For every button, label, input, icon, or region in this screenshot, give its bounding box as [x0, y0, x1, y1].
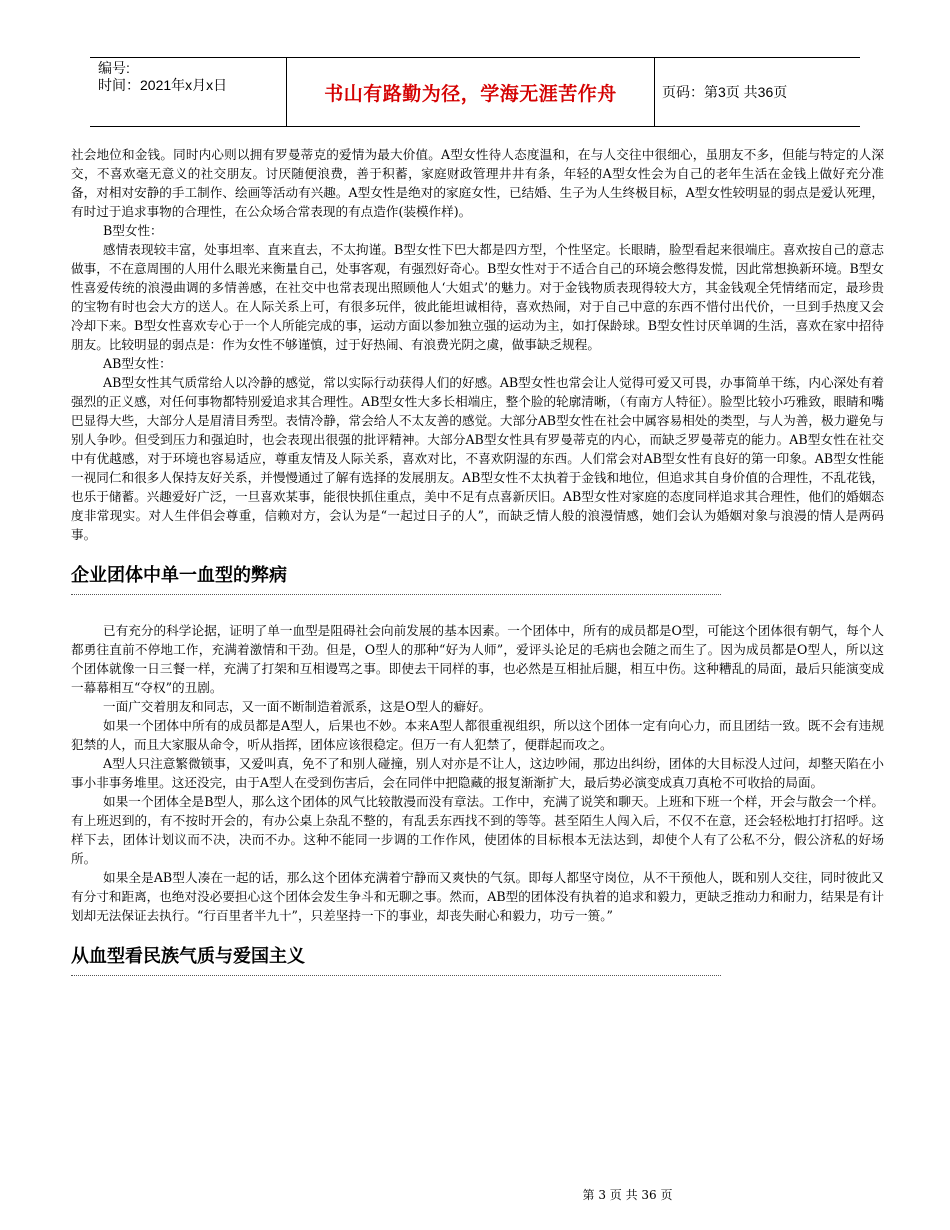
paragraph-b-type-female: 感情表现较丰富，处事坦率、直来直去，不太拘谨。B型女性下巴大都是四方型，个性坚定。长眼睛，脸型看起来很端庄。喜欢按自己的意志做事，不在意周围的人用什么眼光来衡量自己，处事客观，有强烈好奇心。B型女性对于不适合自己的环境会憋得发慌，因此常想换新环境。B型女性喜爱传统的浪漫曲调的多情善感，在社交中也常表现出照顾他人‘大姐式’的魅力。对于金钱物质表现得较大方，其金钱观全凭情绪而定，最珍贵的宝物有时也会大方的送人。在人际关系上可，有很多玩伴，彼此能坦诚相待，喜欢热闹，对于自己中意的东西不惜付出代价，一旦到手热度又会冷却下来。B型女性喜欢专心于一个人所能完成的事，运动方面以参加独立强的运动为主，如打保龄球。B型女性讨厌单调的生活，喜欢在家中招待朋友。比较明显的弱点是：作为女性不够谨慎，过于好热闹、有浪费光阴之虞，做事缺乏规程。: [71, 242, 884, 352]
header-motto: 书山有路勤为径，学海无涯苦作舟: [286, 58, 655, 126]
section-divider: [71, 975, 721, 976]
paragraph-section1: 如果一个团体中所有的成员都是A型人，后果也不妙。本来A型人都很重视组织，所以这个团体一定有向心力，而且团结一致。既不会有违规犯禁的人，而且大家服从命令，听从指挥，团体应该很稳定。但万一有人犯禁了，便群起而攻之。: [71, 718, 884, 752]
section-single-blood-type-body: [71, 621, 884, 925]
page-header: [90, 57, 860, 127]
section-heading-national-temperament: 从血型看民族气质与爱国主义: [71, 946, 305, 967]
paragraph-section1: 如果全是AB型人凑在一起的话，那么这个团体充满着宁静而又爽快的气氛。即每人都坚守岗位，从不干预他人，既和别人交往，同时彼此又有分寸和距离，也绝对没必要担心这个团体会发生争斗和无聊之事。然而，AB型的团体没有执着的追求和毅力，更缺乏推动力和耐力，结果是有计划却无法保证去执行。“行百里者半九十”，只差坚持一下的事业，却丧失耐心和毅力，功亏一篑。”: [71, 870, 884, 923]
section-divider: [71, 594, 721, 595]
paragraph-section1: 如果一个团体全是B型人，那么这个团体的风气比较散漫而没有章法。工作中，充满了说笑和聊天。上班和下班一个样，开会与散会一个样。有上班迟到的，有不按时开会的，有办公桌上杂乱不整的，有乱丢东西找不到的等等。甚至陌生人闯入后，不仅不在意，还会轻松地打打招呼。这样下去，团体计划议而不决，决而不办。这种不能同一步调的工作作风，使团体的目标根本无法达到，却使个人有了公私不分，假公济私的好场所。: [71, 794, 884, 866]
paragraph-section1: 已有充分的科学论据，证明了单一血型是阻碍社会向前发展的基本因素。一个团体中，所有的成员都是O型，可能这个团体很有朝气，每个人都勇往直前不停地工作，充满着激情和干劲。但是，O型人的那种“好为人师”，爱评头论足的毛病也会随之而生了。因为成员都是O型人，所以这个团体就像一日三餐一样，充满了打架和互相谩骂之事。即使去干同样的事，也必然是互相扯后腿，相互中伤。这种糟乱的局面，最后只能演变成一幕幕相互“夺权”的丑剧。: [71, 623, 884, 695]
section-heading-single-blood-type: 企业团体中单一血型的弊病: [71, 565, 287, 586]
subheading-b-type-female: B型女性：: [103, 223, 163, 238]
document-number-label: 编号:: [98, 60, 130, 76]
paragraph-section1: 一面广交着朋友和同志，又一面不断制造着派系，这是O型人的癖好。: [103, 699, 492, 714]
page-footer: 第 3 页 共 36 页: [582, 1188, 673, 1202]
paragraph-section1: A型人只注意繁微锁事，又爱叫真，免不了和别人碰撞，别人对亦是不让人，这边吵闹，那边出纠纷，团体的大目标没人过问，却整天陷在小事小非事务堆里。这还没完，由于A型人在受到伤害后，会在同伴中把隐藏的报复渐渐扩大，最后势必演变成真刀真枪不可收拾的局面。: [71, 756, 884, 790]
paragraph-a-type-female: 社会地位和金钱。同时内心则以拥有罗曼蒂克的爱情为最大价值。A型女性待人态度温和，在与人交往中很细心，虽朋友不多，但能与特定的人深交，不喜欢毫无意义的社交朋友。讨厌随便浪费，善于积蓄，家庭财政管理井井有条，年轻的A型女性会为自己的老年生活在金钱上做好充分准备，对相对安静的手工制作、绘画等活动有兴趣。A型女性是绝对的家庭女性，已结婚、生子为人生终极目标，A型女性较明显的弱点是爱认死理，有时过于追求事物的合理性，在公众场合常表现的有点造作(装模作样)。: [71, 147, 884, 219]
paragraph-ab-type-female: AB型女性其气质常给人以冷静的感觉，常以实际行动获得人们的好感。AB型女性也常会让人觉得可爱又可畏，办事简单干练，内心深处有着强烈的正义感，对任何事物都特别爱追求其合理性。AB型女性大多长相端庄，整个脸的轮廓清晰，（有南方人特征）。脸型比较小巧雅致，眼睛和嘴巴显得大些，大部分人是眉清目秀型。表情冷静，常会给人不太友善的感觉。大部分AB型女性在社会中属容易相处的类型，与人为善，极力避免与别人争吵。但受到压力和强迫时，也会表现出很强的批评精神。大部分AB型女性具有罗曼蒂克的内心，而缺乏罗曼蒂克的能力。AB型女性在社交中有优越感，对于环境也容易适应，尊重友情及人际关系，喜欢对比，不喜欢阴湿的东西。人们常会对AB型女性有良好的第一印象。AB型女性能一视同仁和很多人保持友好关系，并慢慢通过了解有选择的发展朋友。AB型女性不太执着于金钱和地位，但追求其自身价值的合理性，不乱花钱，也乐于储蓄。兴趣爱好广泛，一旦喜欢某事，能很快抓住重点，美中不足有点喜新厌旧。AB型女性对家庭的态度同样追求其合理性，他们的婚姻态度非常现实。对人生伴侣会尊重，信赖对方，会认为是“一起过日子的人”，而缺乏情人般的浪漫情感，她们会认为婚姻对象与浪漫的情人是两码事。: [71, 375, 884, 542]
document-time-label: 时间：2021年x月x日: [98, 77, 228, 93]
document-body: [71, 145, 884, 976]
subheading-ab-type-female: AB型女性：: [103, 356, 172, 371]
header-meta: [90, 58, 286, 126]
header-page-label: 页码：第3页 共36页: [662, 84, 788, 100]
